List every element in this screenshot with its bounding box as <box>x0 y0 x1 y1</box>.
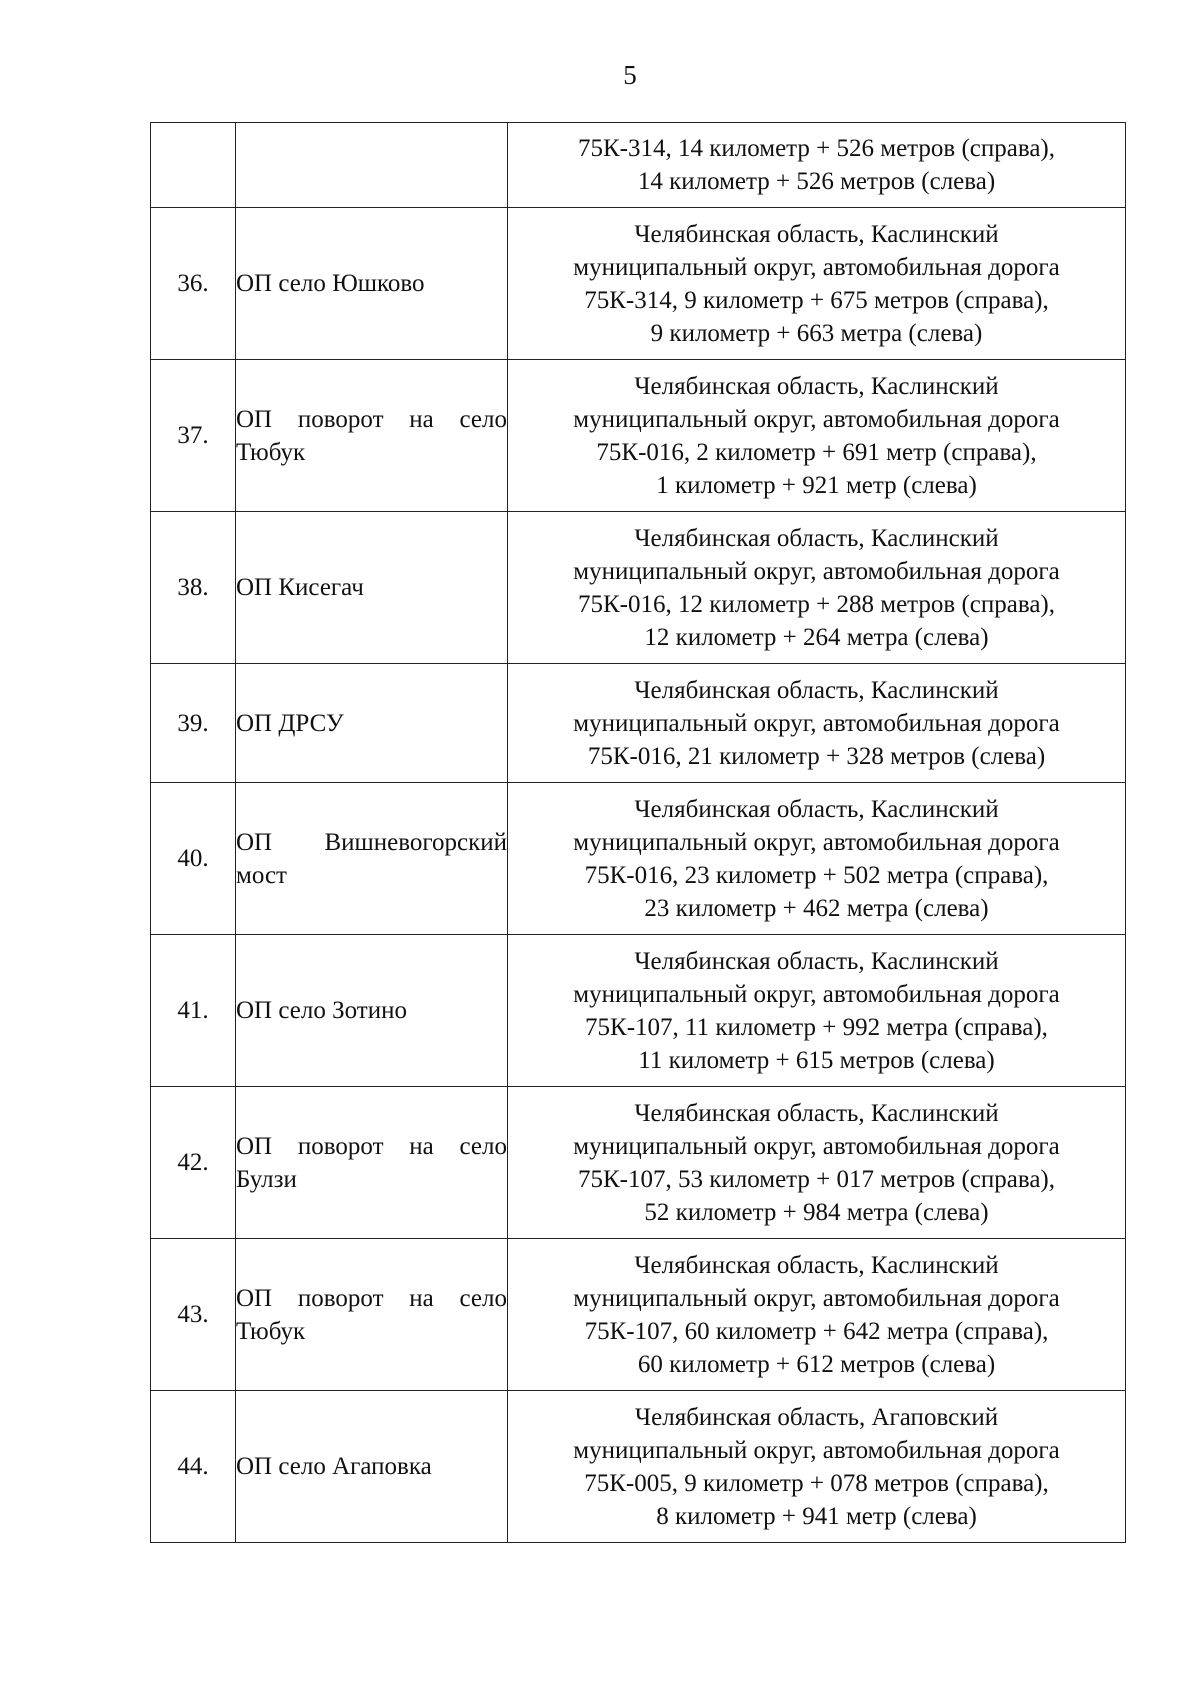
stop-name-cell: ОП поворот на село Тюбук <box>236 360 508 512</box>
stop-name-cell <box>236 123 508 208</box>
location-line: 14 километр + 526 метров (слева) <box>637 168 996 195</box>
location-cell <box>508 208 1126 360</box>
table-row-continuation <box>151 123 1126 208</box>
location-cell <box>508 783 1126 935</box>
location-line: 75К-016, 23 километр + 502 метра (справа), <box>584 861 1049 889</box>
row-number-cell: 37. <box>151 360 236 512</box>
row-number-cell: 44. <box>151 1391 236 1543</box>
location-line: Челябинская область, Каслинский <box>634 1099 999 1127</box>
location-line: муниципальный округ, автомобильная дорога <box>573 1132 1060 1160</box>
stop-name-cell: ОП ДРСУ <box>236 664 508 783</box>
table-row <box>151 783 1126 935</box>
row-number-cell: 36. <box>151 208 236 360</box>
location-line: муниципальный округ, автомобильная дорога <box>573 828 1060 856</box>
table-row <box>151 1087 1126 1239</box>
location-line: 75К-016, 12 километр + 288 метров (справа), <box>577 590 1055 618</box>
location-line: 75К-016, 2 километр + 691 метр (справа), <box>596 438 1037 466</box>
location-cell <box>508 1239 1126 1391</box>
stop-name-cell: ОП поворот на село Тюбук <box>236 1239 508 1391</box>
location-line: 75К-314, 14 километр + 526 метров (справа), <box>577 135 1055 162</box>
location-line: 1 километр + 921 метр (слева) <box>656 471 977 499</box>
location-line: 75К-107, 60 километр + 642 метра (справа), <box>584 1317 1049 1345</box>
location-line: Челябинская область, Каслинский <box>634 372 999 400</box>
location-line: 8 километр + 941 метр (слева) <box>656 1502 977 1530</box>
location-line: Челябинская область, Каслинский <box>634 524 999 552</box>
row-number-cell: 43. <box>151 1239 236 1391</box>
location-cell <box>508 935 1126 1087</box>
location-line: муниципальный округ, автомобильная дорога <box>573 405 1060 433</box>
location-line: 75К-314, 9 километр + 675 метров (справа), <box>584 286 1049 314</box>
row-number-cell: 41. <box>151 935 236 1087</box>
stop-name-cell: ОП поворот на село Булзи <box>236 1087 508 1239</box>
stop-name-cell: ОП село Агаповка <box>236 1391 508 1543</box>
stop-name-cell: ОП Кисегач <box>236 512 508 664</box>
location-line: муниципальный округ, автомобильная дорога <box>573 1436 1060 1464</box>
location-cell <box>508 512 1126 664</box>
location-cell <box>508 664 1126 783</box>
location-line: 11 километр + 615 метров (слева) <box>638 1046 995 1074</box>
location-cell <box>508 123 1126 208</box>
location-cell <box>508 1087 1126 1239</box>
row-number-cell: 38. <box>151 512 236 664</box>
location-line: Челябинская область, Каслинский <box>634 795 999 823</box>
location-line: Челябинская область, Каслинский <box>634 676 999 704</box>
table-row <box>151 1239 1126 1391</box>
table-row <box>151 935 1126 1087</box>
location-line: 52 километр + 984 метра (слева) <box>644 1198 989 1226</box>
stop-name-cell: ОП село Зотино <box>236 935 508 1087</box>
row-number-cell <box>151 123 236 208</box>
location-cell <box>508 360 1126 512</box>
stop-name-cell: ОП село Юшково <box>236 208 508 360</box>
location-line: муниципальный округ, автомобильная дорога <box>573 980 1060 1008</box>
location-line: 75К-016, 21 километр + 328 метров (слева) <box>587 742 1046 770</box>
table-row <box>151 512 1126 664</box>
location-line: Челябинская область, Каслинский <box>634 947 999 975</box>
location-line: Челябинская область, Агаповский <box>634 1403 999 1431</box>
table-row <box>151 664 1126 783</box>
location-line: муниципальный округ, автомобильная дорога <box>573 253 1060 281</box>
row-number-cell: 39. <box>151 664 236 783</box>
location-line: 75К-005, 9 километр + 078 метров (справа), <box>584 1469 1049 1497</box>
row-number-cell: 42. <box>151 1087 236 1239</box>
location-line: Челябинская область, Каслинский <box>634 1251 999 1279</box>
location-cell <box>508 1391 1126 1543</box>
stops-table <box>150 122 1126 1543</box>
row-number-cell: 40. <box>151 783 236 935</box>
location-line: 23 километр + 462 метра (слева) <box>644 894 989 922</box>
location-line: 60 километр + 612 метров (слева) <box>637 1350 996 1378</box>
table-row <box>151 208 1126 360</box>
table-row <box>151 360 1126 512</box>
page-number: 5 <box>623 60 637 90</box>
location-line: 75К-107, 53 километр + 017 метров (справа), <box>577 1165 1055 1193</box>
location-line: муниципальный округ, автомобильная дорога <box>573 557 1060 585</box>
location-line: 75К-107, 11 километр + 992 метра (справа), <box>585 1013 1048 1041</box>
location-line: муниципальный округ, автомобильная дорога <box>573 1284 1060 1312</box>
location-line: муниципальный округ, автомобильная дорога <box>573 709 1060 737</box>
location-line: 9 километр + 663 метра (слева) <box>650 319 983 347</box>
location-line: Челябинская область, Каслинский <box>634 220 999 248</box>
location-line: 12 километр + 264 метра (слева) <box>644 623 989 651</box>
table-row <box>151 1391 1126 1543</box>
stop-name-cell: ОП Вишневогорский мост <box>236 783 508 935</box>
